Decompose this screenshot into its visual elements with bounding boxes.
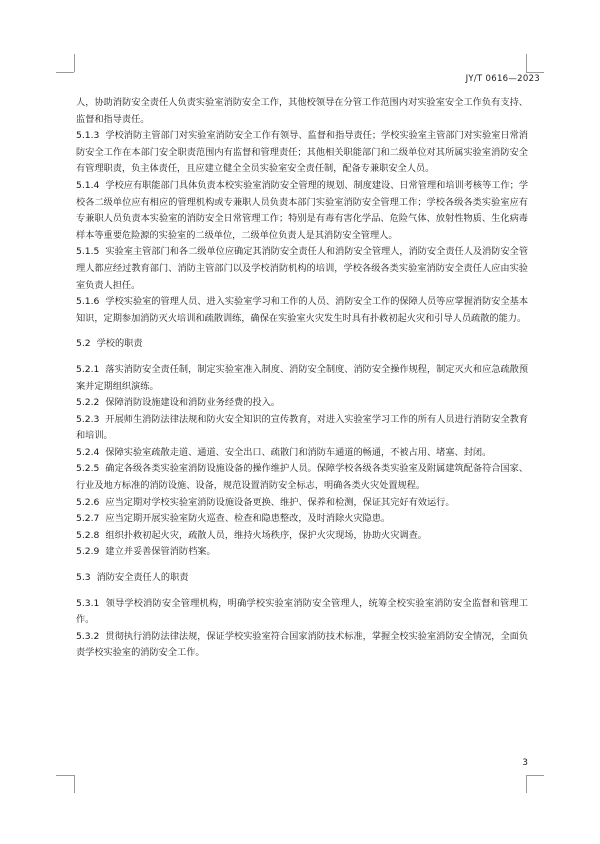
clause-number: 5.2.9 xyxy=(76,546,100,558)
clause-number: 5.2.6 xyxy=(76,496,100,508)
clause-text: 保障实验室疏散走道、通道、安全出口、疏散门和消防车通道的畅通，不被占用、堵塞、封闭。 xyxy=(105,446,492,458)
clause-text: 保障消防设施建设和消防业务经费的投入。 xyxy=(105,397,280,409)
clause-text: 学校实验室的管理人员、进入实验室学习和工作的人员、消防安全工作的保障人员等应掌握消防安全基本知识，定期参加消防灭火培训和疏散训练，确保在实验室火灾发生时具有扑救初起火灾和引导人员疏散的能力。 xyxy=(76,296,529,324)
clause-number: 5.3.2 xyxy=(76,630,100,642)
clause-5-1-3 xyxy=(76,128,528,178)
clause-text: 学校应有职能部门具体负责本校实验室消防安全管理的规划、制度建设、日常管理和培训考核等工作；学校各二级单位应有相应的管理机构或专兼职人员负责本部门实验室消防安全管理工作；学校各级各类实验室应有专兼职人员负责本实验室的消防安全日常管理工作；特别是有毒有害化学品、危险气体、放射性物质、生化病毒样本等重要危险源的实验室的二级单位，二级单位负责人是其消防安全管理人。 xyxy=(76,179,529,241)
clause-5-2-2 xyxy=(76,395,528,412)
clause-text: 开展师生消防法律法规和防火安全知识的宣传教育，对进入实验室学习工作的所有人员进行消防安全教育和培训。 xyxy=(76,413,529,442)
crop-mark-bottom-right xyxy=(526,775,544,776)
clause-number: 5.2.3 xyxy=(76,413,100,425)
crop-mark-bottom-left xyxy=(56,775,74,776)
crop-mark-top-right xyxy=(526,54,527,72)
document-body xyxy=(76,95,528,662)
clause-number: 5.1.4 xyxy=(76,179,100,191)
section-number: 5.3 xyxy=(76,572,91,584)
clause-number: 5.2.8 xyxy=(76,529,100,541)
clause-5-2-7 xyxy=(76,511,528,528)
clause-5-2-6 xyxy=(76,495,528,512)
crop-mark-top-left xyxy=(74,54,75,72)
clause-5-3-1 xyxy=(76,596,528,629)
section-heading-5-3 xyxy=(76,570,528,587)
clause-text: 应当定期对学校实验室消防设施设备更换、维护、保养和检测，保证其完好有效运行。 xyxy=(105,496,455,508)
paragraph-text: 人，协助消防安全责任人负责实验室消防安全工作，其他校领导在分管工作范围内对实验室安全工作负有支持、监督和指导责任。 xyxy=(76,97,528,125)
clause-text: 落实消防安全责任制，制定实验室准入制度、消防安全制度、消防安全操作规程，制定灭火和应急疏散预案并定期组织演练。 xyxy=(76,363,529,392)
clause-number: 5.1.3 xyxy=(76,130,100,142)
clause-text: 组织扑救初起火灾，疏散人员，维持火场秩序，保护火灾现场，协助火灾调查。 xyxy=(105,529,427,541)
clause-5-2-3 xyxy=(76,412,528,445)
clause-5-2-8 xyxy=(76,528,528,545)
crop-mark-top-right xyxy=(526,72,544,73)
clause-number: 5.2.4 xyxy=(76,446,100,458)
clause-5-2-4 xyxy=(76,445,528,462)
section-number: 5.2 xyxy=(76,338,91,350)
clause-number: 5.2.1 xyxy=(76,363,100,375)
standard-code: JY/T 0616—2023 xyxy=(465,74,540,84)
clause-text: 实验室主管部门和各二级单位应确定其消防安全责任人和消防安全管理人，消防安全责任人及消防安全管理人都应经过教育部门、消防主管部门以及学校消防机构的培训，学校各级各类实验室消防安全责任人应由实验室负责人担任。 xyxy=(76,246,529,291)
clause-text: 应当定期开展实验室防火巡查、检查和隐患整改，及时消除火灾隐患。 xyxy=(105,513,391,525)
paragraph-continued xyxy=(76,95,528,128)
clause-number: 5.1.5 xyxy=(76,246,100,258)
clause-5-2-1 xyxy=(76,362,528,395)
clause-number: 5.3.1 xyxy=(76,597,100,609)
clause-5-3-2 xyxy=(76,629,528,662)
page-number: 3 xyxy=(522,758,528,768)
crop-mark-top-left xyxy=(56,72,74,73)
clause-number: 5.2.5 xyxy=(76,463,100,475)
section-title: 消防安全责任人的职责 xyxy=(96,572,189,584)
crop-mark-bottom-left xyxy=(74,775,75,793)
clause-5-1-6 xyxy=(76,294,528,327)
clause-5-1-5 xyxy=(76,244,528,294)
clause-5-2-5 xyxy=(76,461,528,494)
clause-text: 建立并妥善保管消防档案。 xyxy=(105,546,216,558)
section-title: 学校的职责 xyxy=(96,338,143,350)
clause-number: 5.1.6 xyxy=(76,296,100,308)
clause-text: 贯彻执行消防法律法规，保证学校实验室符合国家消防技术标准，掌握全校实验室消防安全情况，全面负责学校实验室的消防安全工作。 xyxy=(76,630,529,659)
section-heading-5-2 xyxy=(76,336,528,353)
clause-5-2-9 xyxy=(76,544,528,561)
clause-number: 5.2.7 xyxy=(76,513,100,525)
crop-mark-bottom-right xyxy=(526,775,527,793)
clause-text: 学校消防主管部门对实验室消防安全工作有领导、监督和指导责任；学校实验室主管部门对实验室日常消防安全工作在本部门安全职责范围内有监督和管理责任；其他相关职能部门和二级单位对其所属实验室消防安全有管理职责，负主体责任，且应建立健全全员实验室安全责任制，配备专兼职安全人员。 xyxy=(76,130,529,175)
clause-text: 领导学校消防安全管理机构，明确学校实验室消防安全管理人，统筹全校实验室消防安全监督和管理工作。 xyxy=(76,597,528,626)
clause-text: 确定各级各类实验室消防设施设备的操作维护人员。保障学校各级各类实验室及附属建筑配备符合国家、行业及地方标准的消防设施、设备，规范设置消防安全标志，明确各类火灾处置规程。 xyxy=(76,463,529,492)
clause-5-1-4 xyxy=(76,178,528,244)
clause-number: 5.2.2 xyxy=(76,397,100,409)
